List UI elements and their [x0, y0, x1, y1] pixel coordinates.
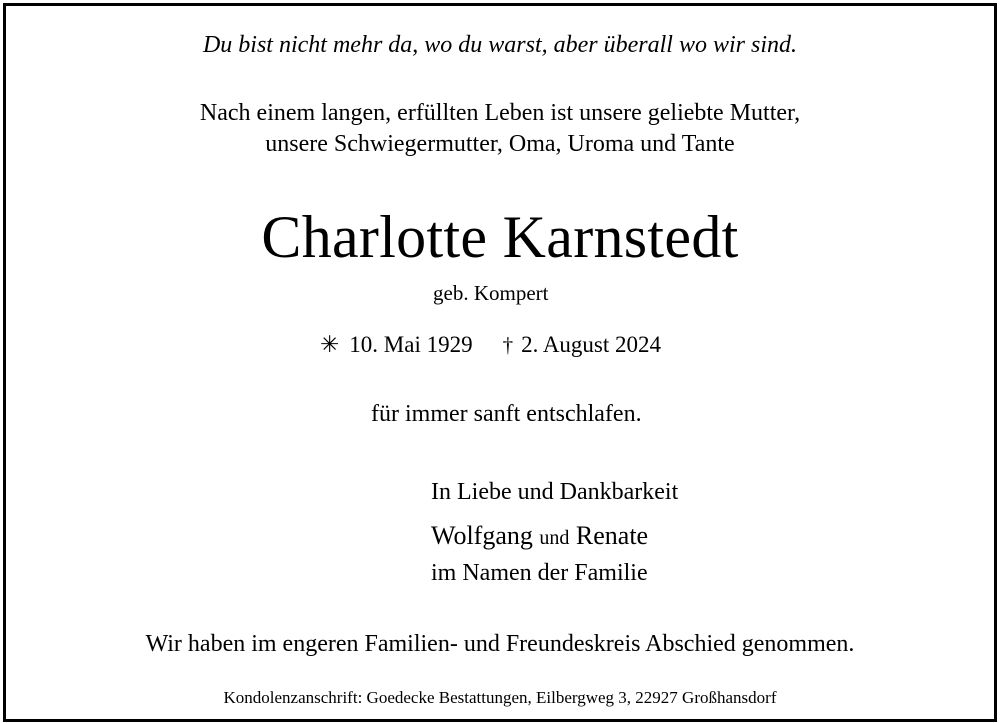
intro-line-2: unsere Schwiegermutter, Oma, Uroma und Tante: [265, 131, 735, 157]
life-dates: [320, 333, 661, 356]
farewell-note: Wir haben im engeren Familien- und Freundeskreis Abschied genommen.: [145, 631, 855, 657]
passed-text: für immer sanft entschlafen.: [371, 401, 642, 427]
mourner-names: [431, 523, 648, 549]
intro-line-1: Nach einem langen, erfüllten Leben ist unsere geliebte Mutter,: [199, 100, 801, 126]
closing-phrase: In Liebe und Dankbarkeit: [431, 479, 679, 505]
condolence-address: Kondolenzanschrift: Goedecke Bestattungen, Eilbergweg 3, 22927 Großhansdorf: [223, 688, 777, 707]
connector: und: [539, 527, 570, 549]
mourner-1: Wolfgang: [431, 521, 533, 550]
maiden-name: geb. Kompert: [433, 281, 549, 305]
mourner-2: Renate: [575, 521, 649, 550]
deceased-name: Charlotte Karnstedt: [261, 204, 739, 270]
motto: Du bist nicht mehr da, wo du warst, aber überall wo wir sind.: [202, 32, 798, 58]
death-cross-icon: †: [502, 333, 514, 357]
birth-date: 10. Mai 1929: [349, 332, 473, 357]
death-date: 2. August 2024: [521, 332, 662, 357]
on-behalf-line: im Namen der Familie: [431, 560, 648, 586]
birth-star-icon: ✳: [320, 332, 340, 357]
